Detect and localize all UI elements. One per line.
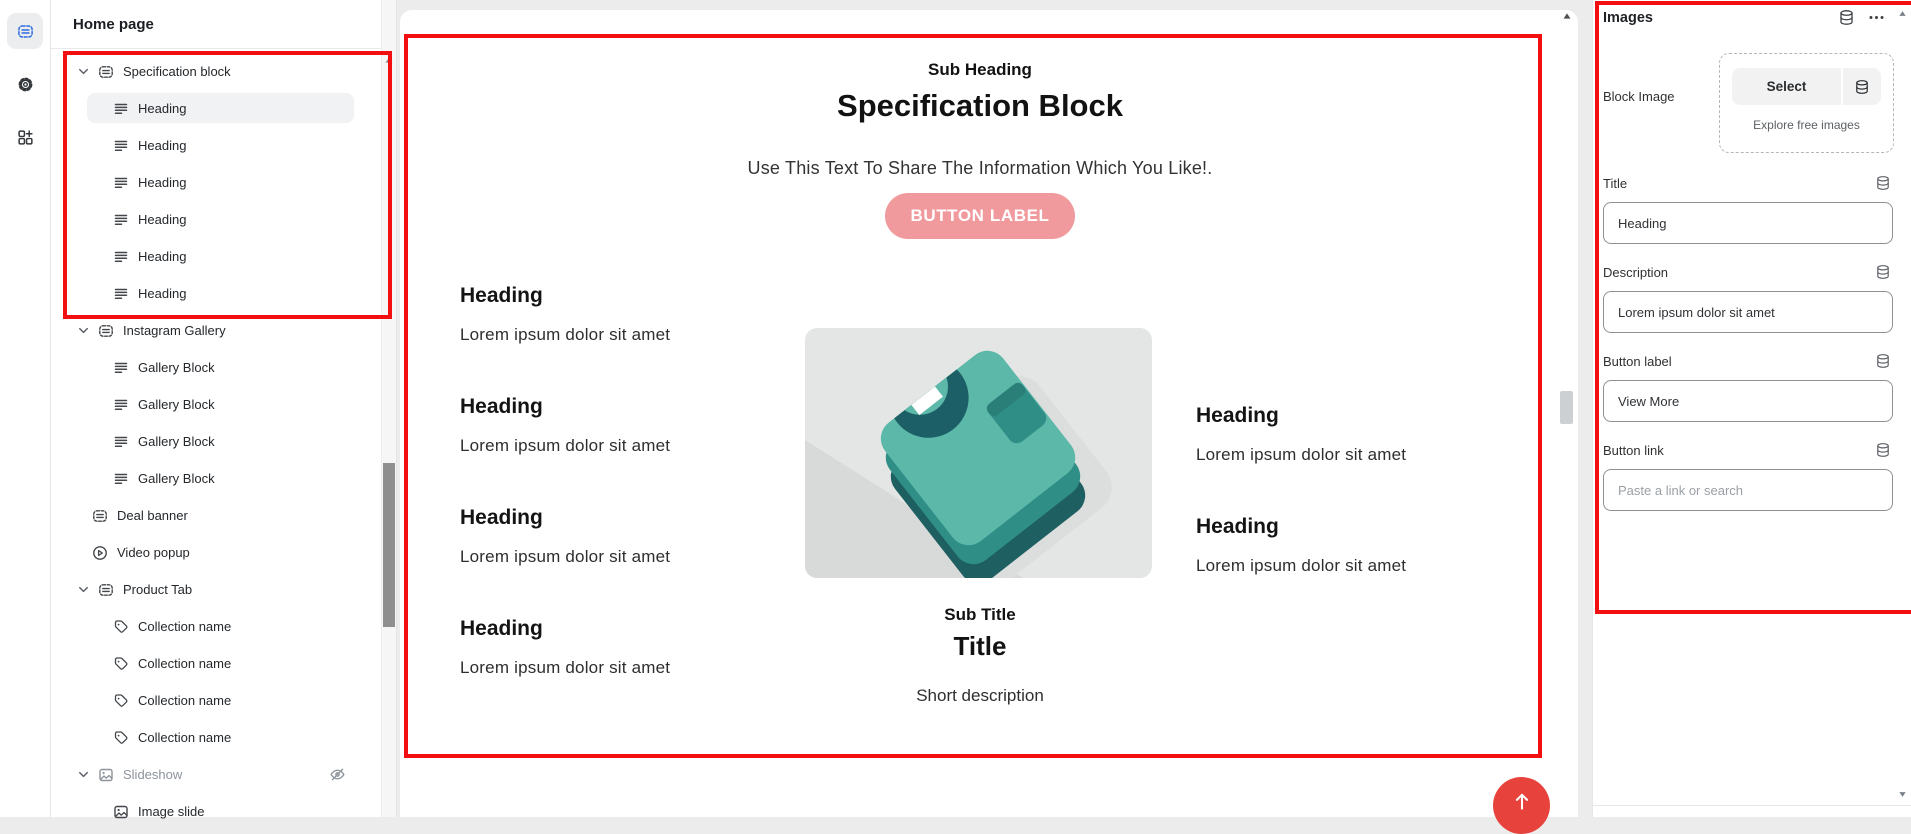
left-icon-rail xyxy=(0,0,51,817)
dynamic-source-icon[interactable] xyxy=(1875,442,1891,458)
inspector-title: Images xyxy=(1603,9,1653,26)
inspector-field xyxy=(1603,353,1893,422)
inspector-field xyxy=(1603,175,1893,244)
spec-item[interactable] xyxy=(1196,404,1516,465)
chevron-down-icon[interactable] xyxy=(76,323,91,338)
spec-item-text: Lorem ipsum dolor sit amet xyxy=(460,658,671,677)
tree-row[interactable] xyxy=(51,53,396,90)
chevron-down-icon[interactable] xyxy=(76,582,91,597)
tree-row[interactable] xyxy=(51,275,396,312)
tree-item-label: Gallery Block xyxy=(138,434,215,449)
preview-section-description[interactable]: Use This Text To Share The Information Which You Like!. xyxy=(747,158,1213,178)
select-button[interactable]: Select xyxy=(1732,68,1841,105)
spec-item-text: Lorem ipsum dolor sit amet xyxy=(460,325,671,344)
tree-item-icon xyxy=(113,249,129,265)
field-label: Title xyxy=(1603,175,1628,191)
rail-icon xyxy=(17,76,34,93)
tree-item-icon xyxy=(113,360,129,376)
tree-item-label: Deal banner xyxy=(117,508,188,523)
field-label: Button link xyxy=(1603,442,1664,458)
dynamic-source-icon[interactable] xyxy=(1875,175,1891,191)
tree-row[interactable] xyxy=(51,127,396,164)
section-tree xyxy=(51,49,396,830)
canvas-scroll-up-icon[interactable] xyxy=(1561,10,1573,22)
tree-item-label: Instagram Gallery xyxy=(123,323,226,338)
database-icon xyxy=(1854,79,1870,95)
tree-item-icon xyxy=(113,286,129,302)
tree-item-icon xyxy=(113,138,129,154)
field-label: Button label xyxy=(1603,353,1672,369)
tree-item-icon xyxy=(113,434,129,450)
rail-icon xyxy=(17,23,34,40)
spec-right-column xyxy=(1196,404,1516,626)
tree-item-icon xyxy=(113,656,129,672)
field-input[interactable] xyxy=(1603,469,1893,511)
tree-item-label: Heading xyxy=(138,212,187,227)
tree-item-icon xyxy=(113,101,129,117)
tree-row[interactable] xyxy=(51,793,396,830)
tree-item-label: Slideshow xyxy=(123,767,183,782)
inspector-fields xyxy=(1603,175,1893,531)
tree-item-label: Image slide xyxy=(138,804,205,819)
rail-item-settings[interactable] xyxy=(7,66,43,102)
tree-row[interactable] xyxy=(51,349,396,386)
spec-item-text: Lorem ipsum dolor sit amet xyxy=(1196,445,1407,464)
tree-item-label: Collection name xyxy=(138,619,232,634)
tree-item-label: Collection name xyxy=(138,656,232,671)
tree-row[interactable] xyxy=(51,164,396,201)
tree-item-icon xyxy=(113,471,129,487)
tshirt-illustration xyxy=(805,328,1152,578)
inspector-header xyxy=(1603,9,1885,26)
dynamic-source-icon[interactable] xyxy=(1875,264,1891,280)
spec-item-text: Lorem ipsum dolor sit amet xyxy=(460,436,671,455)
tree-row[interactable] xyxy=(51,608,396,645)
spec-item-heading: Heading xyxy=(460,617,543,640)
sidebar-scroll-thumb[interactable] xyxy=(383,463,395,627)
tree-row[interactable] xyxy=(51,201,396,238)
spec-item-heading: Heading xyxy=(460,506,543,529)
tree-item-icon xyxy=(113,619,129,635)
sidebar-scroll-up-icon[interactable] xyxy=(383,54,395,66)
tree-row[interactable] xyxy=(51,460,396,497)
tree-item-icon xyxy=(113,730,129,746)
spec-item-heading: Heading xyxy=(460,395,543,418)
rail-icon xyxy=(17,129,34,146)
tree-item-icon xyxy=(98,767,114,783)
dynamic-source-icon[interactable] xyxy=(1875,353,1891,369)
sidebar-scroll-track[interactable] xyxy=(381,0,396,817)
spec-item[interactable] xyxy=(1196,515,1516,576)
preview-page xyxy=(400,10,1578,817)
field-label: Description xyxy=(1603,264,1669,280)
tree-item-icon xyxy=(113,175,129,191)
spec-item[interactable] xyxy=(460,395,780,456)
spec-item[interactable] xyxy=(460,506,780,567)
sections-sidebar xyxy=(51,0,397,817)
tree-item-icon xyxy=(113,693,129,709)
tree-row[interactable] xyxy=(51,534,396,571)
inspector-scroll-down-icon[interactable] xyxy=(1897,789,1908,800)
rail-item-sections[interactable] xyxy=(7,13,43,49)
block-image-label: Block Image xyxy=(1603,89,1675,104)
inspector-field xyxy=(1603,442,1893,511)
scroll-to-top-button[interactable] xyxy=(1493,777,1550,834)
tree-item-label: Heading xyxy=(138,138,187,153)
tree-row[interactable] xyxy=(51,423,396,460)
product-image-card[interactable] xyxy=(805,328,1152,578)
tree-item-icon xyxy=(92,508,108,524)
spec-item-text: Lorem ipsum dolor sit amet xyxy=(1196,556,1407,575)
tree-row[interactable] xyxy=(51,756,396,793)
field-input[interactable] xyxy=(1603,291,1893,333)
tree-item-icon xyxy=(98,582,114,598)
tree-item-label: Collection name xyxy=(138,693,232,708)
tree-item-icon xyxy=(98,64,114,80)
rail-item-apps[interactable] xyxy=(7,119,43,155)
chevron-down-icon[interactable] xyxy=(76,64,91,79)
arrow-up-icon xyxy=(1511,778,1533,812)
image-short-description[interactable]: Short description xyxy=(916,686,1044,705)
tree-row[interactable] xyxy=(51,312,396,349)
tree-row[interactable] xyxy=(51,645,396,682)
select-dynamic-source-button[interactable] xyxy=(1843,68,1881,105)
tree-row[interactable] xyxy=(51,386,396,423)
image-title[interactable]: Title xyxy=(953,631,1007,661)
preview-cta-button[interactable]: BUTTON LABEL xyxy=(885,193,1075,239)
spec-item-heading: Heading xyxy=(1196,515,1279,538)
inspector-bottom-divider xyxy=(1593,805,1911,806)
tree-item-icon xyxy=(113,804,129,820)
tree-item-label: Specification block xyxy=(123,64,231,79)
field-input[interactable] xyxy=(1603,380,1893,422)
page-title: Home page xyxy=(51,0,396,49)
spec-item[interactable] xyxy=(460,284,780,345)
tree-item-label: Video popup xyxy=(117,545,190,560)
preview-sub-heading[interactable]: Sub Heading xyxy=(928,60,1032,79)
image-select-split-button[interactable] xyxy=(1732,68,1881,105)
image-sub-title[interactable]: Sub Title xyxy=(944,605,1016,624)
canvas-scroll-thumb[interactable] xyxy=(1560,391,1573,424)
field-input[interactable] xyxy=(1603,202,1893,244)
tree-item-label: Collection name xyxy=(138,730,232,745)
inspector-field xyxy=(1603,264,1893,333)
tree-row[interactable] xyxy=(51,719,396,756)
spec-item-text: Lorem ipsum dolor sit amet xyxy=(460,547,671,566)
preview-section-title[interactable]: Specification Block xyxy=(837,88,1123,123)
dynamic-source-icon[interactable] xyxy=(1838,9,1855,26)
more-options-icon[interactable] xyxy=(1868,9,1885,26)
tree-item-icon xyxy=(113,212,129,228)
tree-item-label: Gallery Block xyxy=(138,360,215,375)
tree-row[interactable] xyxy=(51,682,396,719)
inspector-panel xyxy=(1592,0,1911,817)
tree-item-label: Heading xyxy=(138,175,187,190)
block-image-dropzone xyxy=(1719,53,1894,153)
spec-item-heading: Heading xyxy=(1196,404,1279,427)
tree-row[interactable] xyxy=(51,238,396,275)
tree-item-icon xyxy=(92,545,108,561)
inspector-scroll-up-icon[interactable] xyxy=(1897,8,1908,19)
tree-item-label: Heading xyxy=(138,249,187,264)
explore-free-images-link[interactable]: Explore free images xyxy=(1753,118,1860,132)
chevron-down-icon[interactable] xyxy=(76,767,91,782)
tree-item-icon xyxy=(113,397,129,413)
visibility-off-icon[interactable] xyxy=(329,766,346,783)
tree-row[interactable] xyxy=(51,90,396,127)
tree-item-label: Heading xyxy=(138,101,187,116)
tree-row[interactable] xyxy=(51,571,396,608)
tree-item-label: Gallery Block xyxy=(138,471,215,486)
spec-item-heading: Heading xyxy=(460,284,543,307)
tree-item-label: Heading xyxy=(138,286,187,301)
tree-item-label: Gallery Block xyxy=(138,397,215,412)
tree-item-icon xyxy=(98,323,114,339)
tree-item-label: Product Tab xyxy=(123,582,193,597)
tree-row[interactable] xyxy=(51,497,396,534)
